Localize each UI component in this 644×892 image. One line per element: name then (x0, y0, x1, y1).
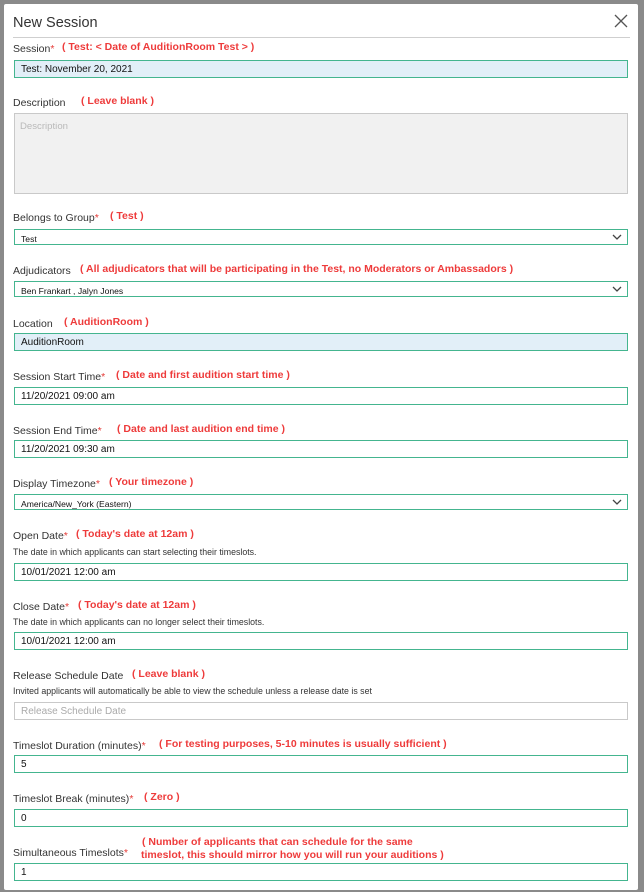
group-select[interactable] (14, 229, 628, 245)
open-date-value: 10/01/2021 12:00 am (21, 567, 116, 578)
open-date-help: The date in which applicants can start selecting their timeslots. (13, 547, 257, 557)
location-note: ( AuditionRoom ) (64, 316, 149, 328)
end-time-input[interactable] (14, 440, 628, 458)
modal-header (4, 4, 638, 38)
modal-title: New Session (13, 15, 98, 31)
adjudicators-label: Adjudicators (13, 265, 71, 277)
open-date-note: ( Today's date at 12am ) (76, 528, 194, 540)
start-time-input[interactable] (14, 387, 628, 405)
release-date-label: Release Schedule Date (13, 670, 124, 682)
timezone-value: America/New_York (Eastern) (21, 499, 132, 509)
required-marker: * (101, 371, 106, 383)
duration-input[interactable] (14, 755, 628, 773)
description-note: ( Leave blank ) (81, 95, 154, 107)
adjudicators-select[interactable] (14, 281, 628, 297)
required-marker: * (129, 793, 134, 805)
simultaneous-input[interactable] (14, 863, 628, 881)
close-icon[interactable] (614, 14, 628, 28)
duration-label: Timeslot Duration (minutes)* (13, 740, 146, 752)
chevron-down-icon (612, 233, 622, 241)
location-label: Location (13, 318, 53, 330)
break-note: ( Zero ) (144, 791, 180, 803)
required-marker: * (94, 212, 99, 224)
close-date-note: ( Today's date at 12am ) (78, 599, 196, 611)
group-value: Test (21, 234, 37, 244)
adjudicators-note: ( All adjudicators that will be participating in the Test, no Moderators or Ambassadors ) (80, 263, 514, 275)
release-date-help: Invited applicants will automatically be able to view the schedule unless a release date is set (13, 686, 372, 696)
simultaneous-label: Simultaneous Timeslots* (13, 847, 128, 859)
required-marker: * (97, 425, 102, 437)
open-date-label: Open Date* (13, 530, 68, 542)
adjudicators-value: Ben Frankart , Jalyn Jones (21, 286, 124, 296)
simultaneous-value: 1 (21, 867, 27, 878)
simultaneous-note-line2: timeslot, this should mirror how you will run your auditions ) (141, 849, 444, 861)
group-label: Belongs to Group* (13, 212, 99, 224)
session-input[interactable] (14, 60, 628, 78)
release-date-input[interactable] (14, 702, 628, 720)
required-marker: * (123, 847, 128, 859)
chevron-down-icon (612, 285, 622, 293)
timezone-select[interactable] (14, 494, 628, 510)
break-value: 0 (21, 813, 27, 824)
required-marker: * (141, 740, 146, 752)
duration-value: 5 (21, 759, 27, 770)
timezone-label: Display Timezone* (13, 478, 100, 490)
close-date-input[interactable] (14, 632, 628, 650)
location-value: AuditionRoom (21, 337, 84, 348)
simultaneous-note-line1: ( Number of applicants that can schedule for the same (142, 836, 413, 848)
chevron-down-icon (612, 498, 622, 506)
close-date-help: The date in which applicants can no longer select their timeslots. (13, 617, 265, 627)
end-time-note: ( Date and last audition end time ) (117, 423, 286, 435)
start-time-note: ( Date and first audition start time ) (116, 369, 290, 381)
duration-note: ( For testing purposes, 5-10 minutes is usually sufficient ) (159, 738, 447, 750)
close-date-label: Close Date* (13, 601, 70, 613)
new-session-modal (4, 4, 638, 890)
description-placeholder: Description (20, 121, 68, 132)
group-note: ( Test ) (110, 210, 144, 222)
description-textarea[interactable] (14, 113, 628, 194)
required-marker: * (50, 43, 55, 55)
required-marker: * (64, 601, 70, 613)
start-time-value: 11/20/2021 09:00 am (21, 391, 115, 402)
description-label: Description (13, 97, 66, 109)
break-input[interactable] (14, 809, 628, 827)
required-marker: * (95, 478, 100, 490)
timezone-note: ( Your timezone ) (109, 476, 194, 488)
required-marker: * (63, 530, 68, 542)
location-input[interactable] (14, 333, 628, 351)
session-label: Session* (13, 43, 55, 55)
open-date-input[interactable] (14, 563, 628, 581)
break-label: Timeslot Break (minutes)* (13, 793, 134, 805)
close-date-value: 10/01/2021 12:00 am (21, 636, 116, 647)
session-value: Test: November 20, 2021 (21, 64, 133, 75)
header-divider (13, 37, 630, 38)
release-date-placeholder: Release Schedule Date (21, 706, 127, 717)
release-date-note: ( Leave blank ) (132, 668, 205, 680)
end-time-label: Session End Time* (13, 425, 102, 437)
start-time-label: Session Start Time* (13, 371, 106, 383)
session-note: ( Test: < Date of AuditionRoom Test > ) (62, 41, 255, 53)
end-time-value: 11/20/2021 09:30 am (21, 444, 115, 455)
